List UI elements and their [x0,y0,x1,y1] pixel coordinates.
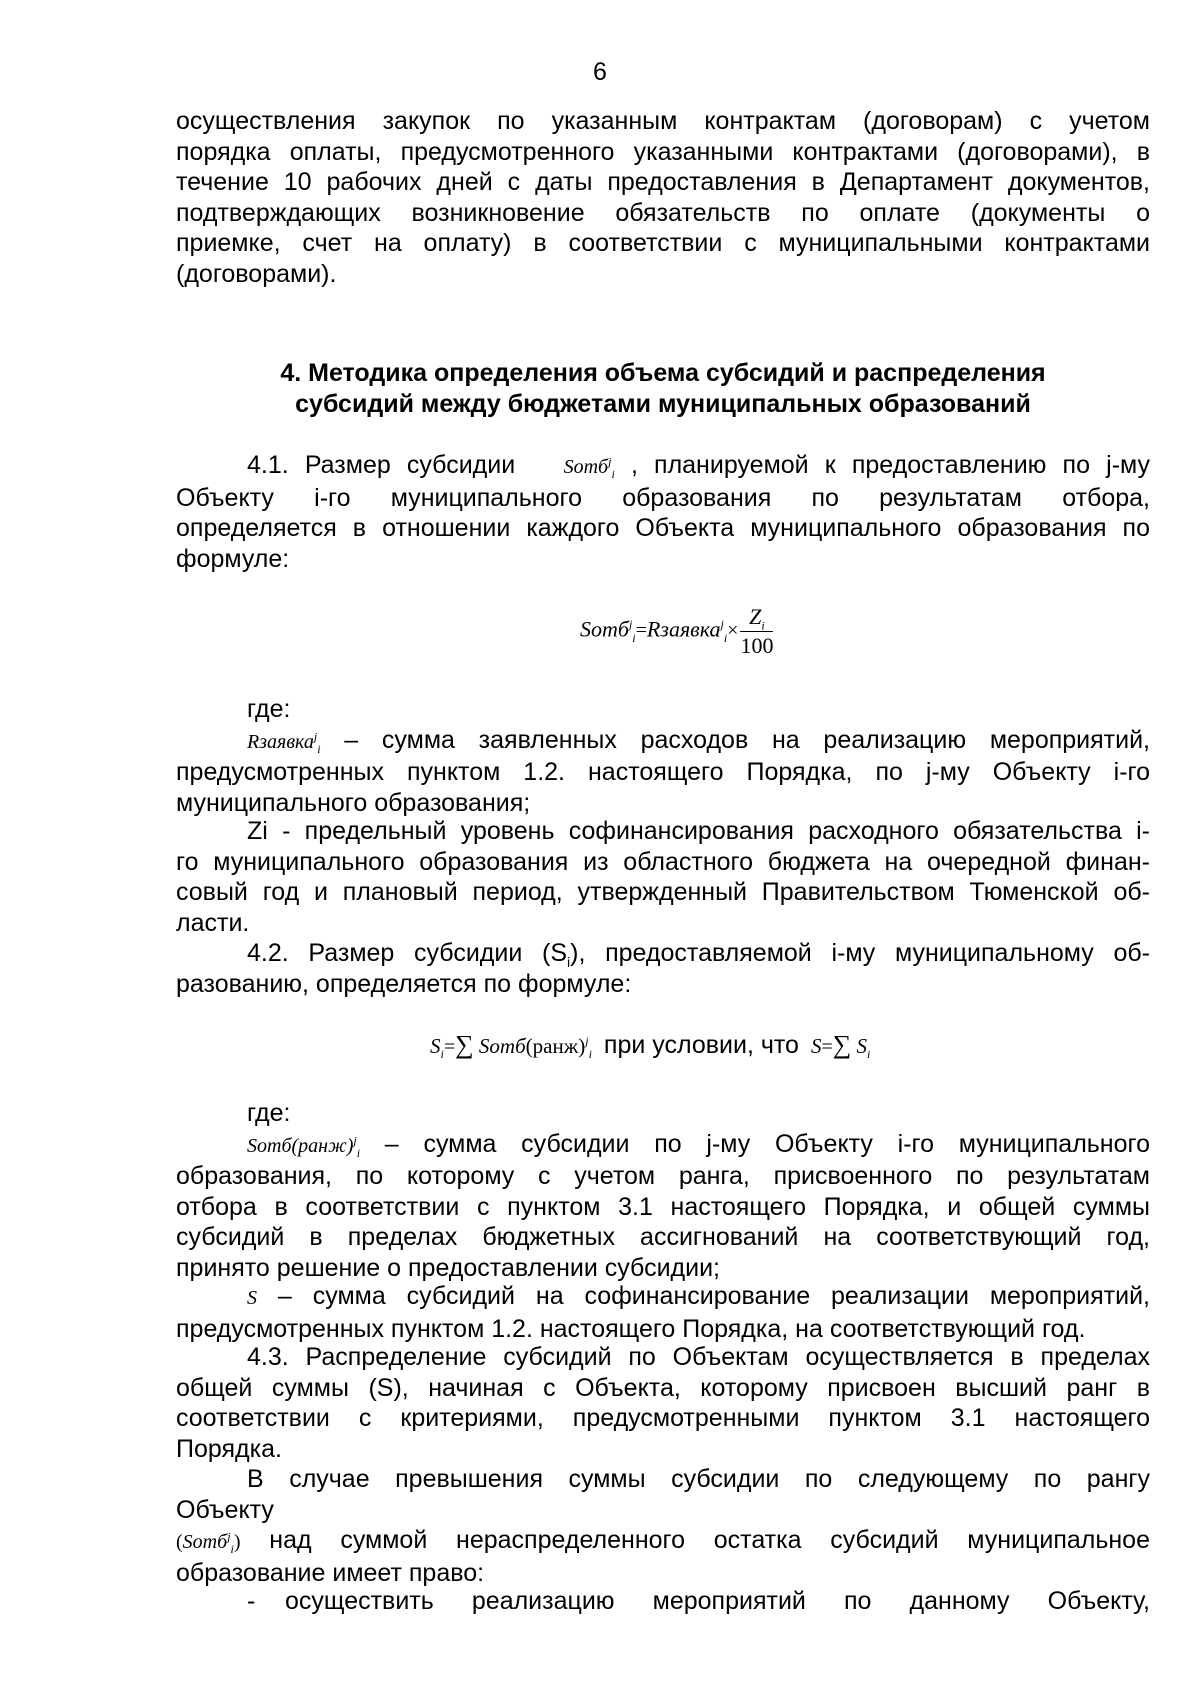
text-line: образование имеет право: [176,1558,485,1587]
text-line: совый год и плановый период, утвержденный Правительством Тюменской об- [176,878,1150,906]
text-line: Sотб(ранж)$^j_i$ – сумма субсидии по j-му Объекту i-го муниципального [247,1129,1150,1160]
where-label: где: [247,1099,291,1127]
text-line: ласти. [176,908,250,937]
heading-line-2: субсидий между бюджетами муниципальных образований [295,390,1031,418]
text-line: го муниципального образования из областного бюджета на очередной финан- [176,847,1150,876]
text-line: общей суммы (S), начиная с Объекта, которому присвоен высший ранг в [176,1373,1150,1402]
fraction: $\frac{Z_i}{100}$ [740,604,774,658]
text-line: порядка оплаты, предусмотренного указанными контрактами (договорами), в [176,137,1150,166]
bullet-dash: - [247,1587,256,1615]
text-line: муниципального образования; [176,788,531,817]
text-line: разованию, определяется по формуле: [176,969,632,998]
text-line: образования, по которому с учетом ранга, присвоенного по результатам [176,1162,1150,1190]
sotb-symbol: Sотб$^j_i$ [563,454,615,481]
text-line: Zi - предельный уровень софинансирования расходного обязательства i- [247,817,1150,845]
text-line: В случае превышения суммы субсидии по следующему по рангу [247,1465,1150,1493]
text-line: осуществления закупок по указанным контрактам (договорам) с учетом [176,107,1150,135]
text-line: приемке, счет на оплату) в соответствии с муниципальными контрактами [176,229,1150,257]
formula-condition-text: при условии, что [603,1031,799,1059]
text-line: 4.3. Распределение субсидий по Объектам осуществляется в пределах [247,1343,1150,1371]
text-line: подтверждающих возникновение обязательств по оплате (документы о [176,198,1150,227]
text-line: формуле: [176,544,290,573]
paragraph-4-2 [176,938,1150,999]
s-definition [176,1281,1150,1344]
text-line: принято решение о предоставлении субсидии; [176,1253,720,1282]
p41-tail: , планируемой к предоставлению по j-му [630,451,1150,479]
where-block-2 [176,1098,1150,1283]
intro-paragraph [176,106,1150,289]
text-line [176,450,1150,483]
text-line: (договорами). [176,259,337,288]
text-line: отбора в соответствии с пунктом 3.1 настоящего Порядка, и общей суммы [176,1192,1150,1221]
page-number: 6 [593,58,607,86]
where-block-1 [176,694,1150,818]
text-line: течение 10 рабочих дней с даты предоставления в Департамент документов, [176,168,1150,196]
s-symbol: S [247,1287,257,1309]
formula-subsidy-total: $S_i=\sum$ Sотб(ранж)$^j_i$ при условии, что S=∑ $S_i$ [430,1030,871,1062]
paragraph-4-3 [176,1342,1150,1464]
bullet-item [176,1586,1150,1617]
paragraph-4-1 [176,450,1150,574]
text-line: субсидий в пределах бюджетных ассигнований на соответствующий год, [176,1223,1150,1251]
sotb-rank-symbol: Sотб(ранж)$^j_i$ [247,1132,361,1160]
text-line: 4.2. Размер субсидии $(S_i)$, предоставляемой i-му муниципальному об- [247,939,1150,970]
text-line: соответствии с критериями, предусмотренными пунктом 3.1 настоящего [176,1404,1150,1432]
text-line: S – сумма субсидий на софинансирование реализации мероприятий, [247,1282,1150,1310]
where-label: где: [247,695,291,723]
excess-paragraph [176,1464,1150,1588]
zi-definition [176,816,1150,938]
p41-lead: 4.1. Размер субсидии [247,451,516,479]
text-line: Rзаявка$^j_i$ – сумма заявленных расходов на реализацию мероприятий, [247,725,1150,756]
formula-subsidy-per-object: Sотб$^j_i$=Rзаявка$^j_i$× $\frac{Z_i}{100}$ [580,604,774,658]
sotb-symbol: (Sотб$^j_i$) [176,1529,241,1556]
text-line: Объекту [176,1495,274,1524]
text-line: предусмотренных пунктом 1.2. настоящего Порядка, на соответствующий год. [176,1314,1086,1343]
text-line: предусмотренных пунктом 1.2. настоящего Порядка, по j-му Объекту i-го [176,758,1150,786]
heading-line-1: 4. Методика определения объема субсидий и распределения [280,359,1046,387]
section-heading [176,358,1150,420]
text-line: (Sотб$^j_i$) над суммой нераспределенного остатка субсидий муниципальное [176,1526,1150,1556]
text-line: определяется в отношении каждого Объекта муниципального образования по [176,514,1150,542]
rzayavka-symbol: Rзаявка$^j_i$ [247,728,321,756]
text-line: Объекту i-го муниципального образования по результатам отбора, [176,483,1150,512]
text-line [176,1586,1150,1617]
bullet-text: осуществить реализацию мероприятий по данному Объекту, [285,1587,1150,1615]
text-line: Порядка. [176,1434,282,1463]
